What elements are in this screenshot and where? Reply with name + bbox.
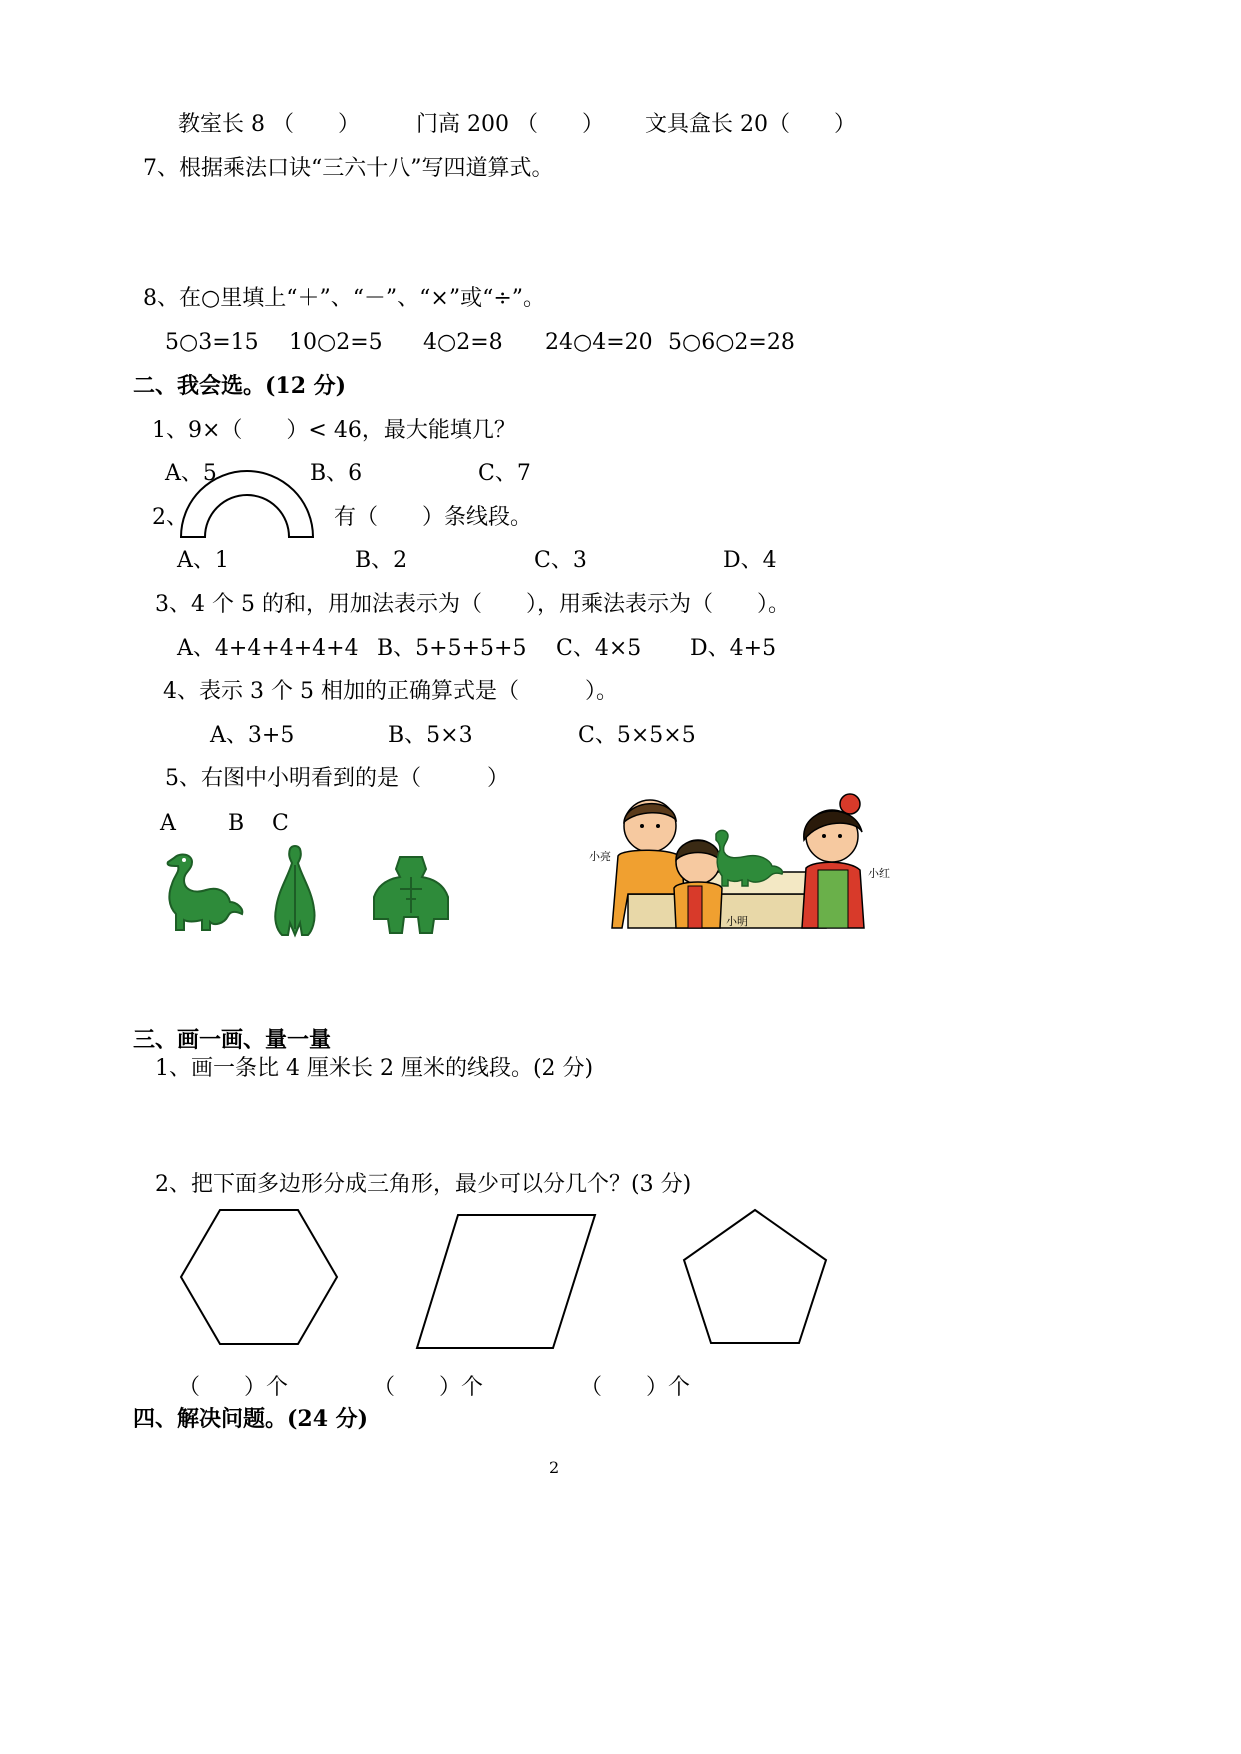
s2-q2-option-a: A、1 [177,548,229,573]
s2-question-5: 5、右图中小明看到的是（ ） [165,766,509,791]
hexagon-shape [181,1210,337,1344]
s2-q5-label-b: B [228,811,245,836]
s2-q2-option-c: C、3 [534,548,587,573]
s2-question-3: 3、4 个 5 的和，用加法表示为（ ），用乘法表示为（ ）。 [155,592,790,617]
q8-item: 10○2=5 [289,330,383,355]
s2-q5-label-a: A [160,811,176,836]
s3-question-2: 2、把下面多边形分成三角形，最少可以分几个？(3 分) [155,1172,692,1197]
s2-q2-option-b: B、2 [355,548,408,573]
s2-question-1: 1、9×（ ）< 46，最大能填几？ [152,418,516,443]
s2-q3-option-d: D、4+5 [690,636,777,661]
s3-question-1: 1、画一条比 4 厘米长 2 厘米的线段。(2 分) [155,1056,594,1081]
scene-label-xiaoliang: 小亮 [589,850,611,863]
q6-unit-door: 门高 200 （ ） [416,112,604,137]
scene-label-xiaoming: 小明 [726,915,748,928]
q8-item: 24○4=20 [545,330,653,355]
s2-q1-option-a: A、5 [165,461,217,486]
s3-answer-parallelogram: （ ）个 [373,1375,484,1400]
s2-q2-option-d: D、4 [723,548,777,573]
section-3-heading: 三、画一画、量一量 [133,1027,332,1053]
section-2-heading: 二、我会选。(12 分) [133,373,347,399]
s2-q3-option-b: B、5+5+5+5 [377,636,527,661]
q8-item: 5○3=15 [165,330,259,355]
s2-q4-option-b: B、5×3 [388,723,473,748]
pentagon-shape [684,1210,826,1343]
s2-q4-option-c: C、5×5×5 [578,723,696,748]
dino-back-view [268,843,322,937]
q8-item: 4○2=8 [423,330,503,355]
s2-q4-option-a: A、3+5 [210,723,295,748]
question-7: 7、根据乘法口诀“三六十八”写四道算式。 [143,156,554,181]
page-number: 2 [549,1458,560,1477]
parallelogram-shape [417,1215,595,1348]
s2-question-2-suffix: 有（ ）条线段。 [334,505,533,530]
q6-unit-pencil-box: 文具盒长 20（ ） [645,112,856,137]
s2-question-2-prefix: 2、 [152,505,188,530]
s2-q3-option-a: A、4+4+4+4+4 [177,636,359,661]
s3-answer-pentagon: （ ）个 [580,1375,691,1400]
section-4-heading: 四、解决问题。(24 分) [133,1406,369,1432]
dino-front-view [370,853,452,935]
s2-q3-option-c: C、4×5 [556,636,642,661]
question-8: 8、在○里填上“＋”、“－”、“×”或“÷”。 [143,286,546,311]
q6-unit-classroom: 教室长 8 （ ） [178,112,360,137]
s2-question-4: 4、表示 3 个 5 相加的正确算式是（ ）。 [163,679,618,704]
dino-side-view [158,850,246,932]
s3-answer-hexagon: （ ）个 [178,1375,289,1400]
q8-item: 5○6○2=28 [668,330,795,355]
scene-label-xiaohong: 小红 [868,867,890,880]
s2-q1-option-b: B、6 [310,461,363,486]
s2-q5-label-c: C [272,811,289,836]
s2-q1-option-c: C、7 [478,461,531,486]
